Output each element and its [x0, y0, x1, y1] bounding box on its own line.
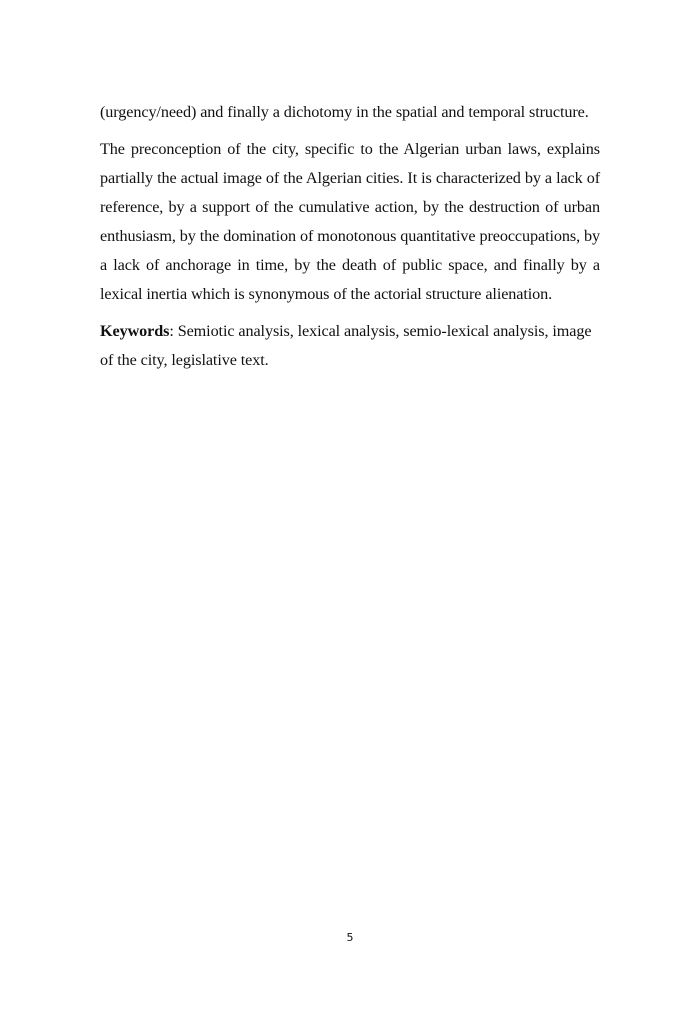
page-number: 5 — [346, 931, 354, 944]
paragraph-continuation: (urgency/need) and finally a dichotomy in the spatial and temporal structure. — [100, 103, 589, 121]
keywords-label: Keywords — [100, 322, 170, 340]
paragraph-preconception: The preconception of the city, specific to the Algerian urban laws, explains partially the actual image of the Algerian cities. It is characterized by a lack of reference, by a support of the cumulative action, by the destruction of urban enthusiasm, by the domination of monotonous quantitative preoccupations, by a lack of anchorage in time, by the death of public space, and finally by a lexical inertia which is synonymous of the actorial structure alienation. — [100, 140, 600, 303]
keywords-paragraph — [100, 317, 600, 375]
body-text — [100, 98, 600, 375]
keywords-list: : Semiotic analysis, lexical analysis, semio-lexical analysis, image of the city, legislative text. — [100, 322, 592, 369]
